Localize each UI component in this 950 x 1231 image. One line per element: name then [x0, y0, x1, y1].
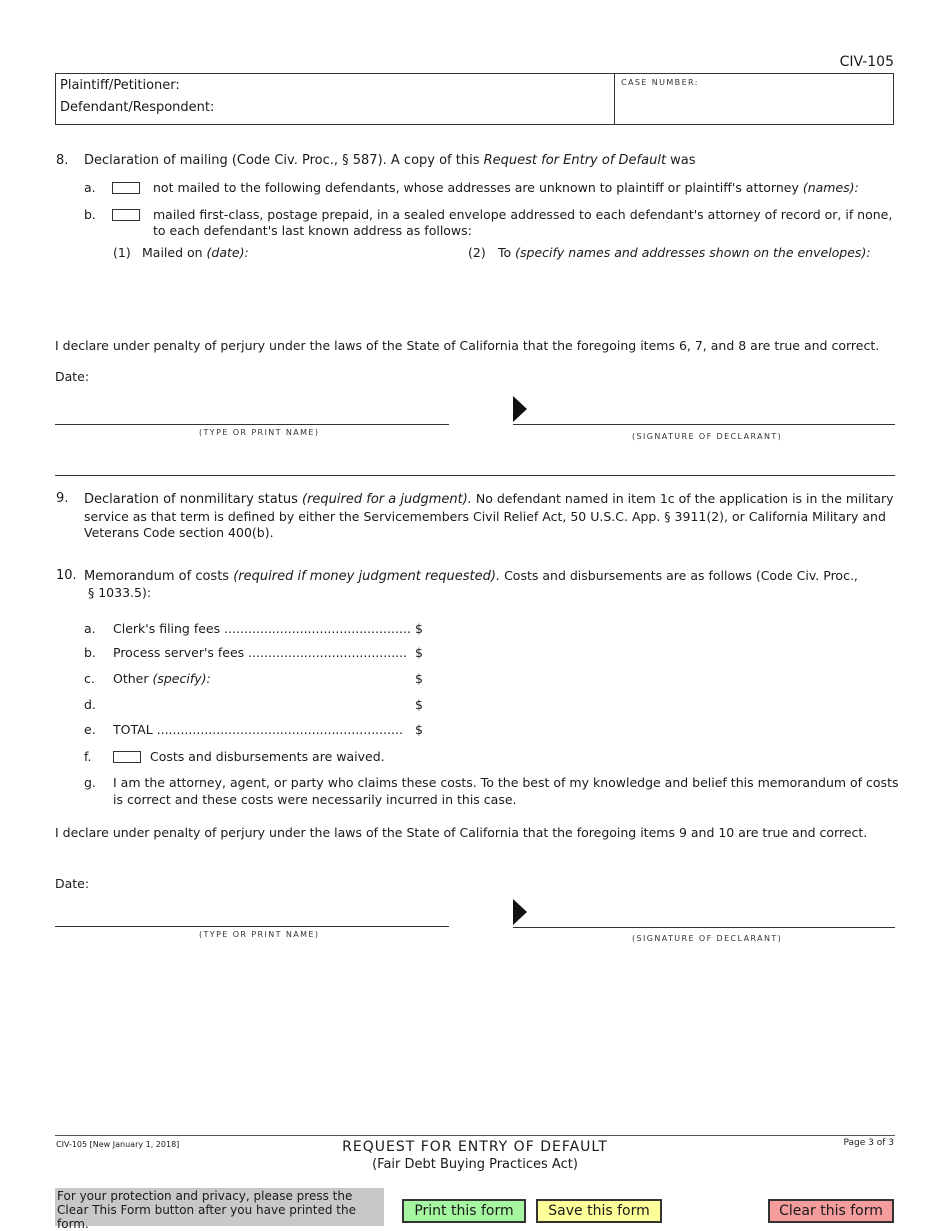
- item8b-sub1-number: (1): [113, 245, 131, 260]
- item10-number: 10.: [56, 568, 77, 583]
- item8a-letter: a.: [84, 180, 96, 195]
- cost-f-letter: f.: [84, 749, 92, 764]
- cost-c-letter: c.: [84, 671, 95, 686]
- declaration-statement-1: I declare under penalty of perjury under the laws of the State of California that the foregoing items 6, 7, and 8 are true and correct.: [55, 338, 880, 353]
- privacy-notice: For your protection and privacy, please press the Clear This Form button after you have printed the form.: [55, 1188, 384, 1226]
- case-number-field[interactable]: [621, 90, 886, 120]
- plaintiff-label: Plaintiff/Petitioner:: [60, 78, 180, 93]
- item8a-text: not mailed to the following defendants, whose addresses are unknown to plaintiff or plaintiff's attorney (names):: [153, 180, 859, 195]
- cost-a-amount-field[interactable]: [428, 619, 628, 637]
- print-form-button[interactable]: Print this form: [402, 1199, 526, 1223]
- cost-b-currency: $: [415, 645, 423, 660]
- print-name-caption-2: (TYPE OR PRINT NAME): [199, 930, 320, 939]
- footer-page-number: Page 3 of 3: [843, 1138, 894, 1148]
- cost-d-description-field[interactable]: [113, 695, 403, 713]
- cost-c-specify-field[interactable]: [210, 669, 405, 687]
- item8-number: 8.: [56, 153, 69, 168]
- footer-rule: [55, 1135, 895, 1136]
- date-field-1[interactable]: [92, 366, 292, 384]
- cost-g-letter: g.: [84, 775, 96, 790]
- cost-g-line2: is correct and these costs were necessarily incurred in this case.: [113, 792, 517, 807]
- mailed-on-date-field[interactable]: [245, 245, 455, 315]
- form-id: CIV-105: [839, 54, 894, 70]
- signature-caption-1: (SIGNATURE OF DECLARANT): [632, 432, 783, 441]
- cost-e-letter: e.: [84, 722, 96, 737]
- date-label-2: Date:: [55, 876, 90, 891]
- cost-b-letter: b.: [84, 645, 96, 660]
- cost-b-label: Process server's fees ........................................: [113, 645, 408, 660]
- cost-a-letter: a.: [84, 621, 96, 636]
- print-name-line-1: [55, 424, 449, 425]
- print-name-field-2[interactable]: [55, 899, 448, 926]
- item9-line3: Veterans Code section 400(b).: [84, 525, 274, 540]
- item8b-sub2-number: (2): [468, 245, 486, 260]
- cost-e-currency: $: [415, 722, 423, 737]
- footer-edition: CIV-105 [New January 1, 2018]: [56, 1140, 180, 1149]
- item8b-line1: mailed first-class, postage prepaid, in a sealed envelope addressed to each defendant's attorney of record or, if none,: [153, 207, 893, 222]
- defendant-label: Defendant/Respondent:: [60, 100, 215, 115]
- signature-line-1: [513, 424, 895, 425]
- item9-heading: Declaration of nonmilitary status (required for a judgment). No defendant named in item 1c of the application is in the military: [84, 491, 894, 507]
- item9-number: 9.: [56, 491, 69, 506]
- caption-divider: [614, 74, 615, 124]
- caption-box: [55, 73, 894, 125]
- footer-title: REQUEST FOR ENTRY OF DEFAULT: [342, 1139, 608, 1155]
- signature-line-2: [513, 927, 895, 928]
- cost-total-label: TOTAL ..............................................................: [113, 722, 403, 737]
- cost-total-amount-field[interactable]: [428, 720, 628, 738]
- item8b-line2: to each defendant's last known address as follows:: [153, 223, 472, 238]
- cost-b-amount-field[interactable]: [428, 643, 628, 661]
- signature-arrow-icon-1: [513, 396, 527, 422]
- clear-form-button[interactable]: Clear this form: [768, 1199, 894, 1223]
- print-name-caption-1: (TYPE OR PRINT NAME): [199, 428, 320, 437]
- cost-g-line1: I am the attorney, agent, or party who claims these costs. To the best of my knowledge and belief this memorandum of costs: [113, 775, 899, 790]
- declaration-statement-2: I declare under penalty of perjury under the laws of the State of California that the foregoing items 9 and 10 are true and correct.: [55, 825, 868, 840]
- mailed-on-label: Mailed on (date):: [142, 245, 249, 260]
- item8-heading: Declaration of mailing (Code Civ. Proc., § 587). A copy of this Request for Entry of Default was: [84, 153, 696, 168]
- print-name-field-1[interactable]: [55, 396, 448, 423]
- cost-c-amount-field[interactable]: [428, 669, 628, 687]
- cost-c-label: Other (specify):: [113, 671, 211, 686]
- case-number-label: CASE NUMBER:: [621, 78, 699, 87]
- mailed-to-field[interactable]: [498, 262, 893, 322]
- signature-caption-2: (SIGNATURE OF DECLARANT): [632, 934, 783, 943]
- costs-waived-checkbox[interactable]: [113, 751, 141, 763]
- cost-d-amount-field[interactable]: [428, 695, 628, 713]
- item8b-checkbox[interactable]: [112, 209, 140, 221]
- item10-heading: Memorandum of costs (required if money judgment requested). Costs and disbursements are as follows (Code Civ. Proc.,: [84, 568, 858, 584]
- item8a-checkbox[interactable]: [112, 182, 140, 194]
- section-divider: [55, 475, 895, 476]
- date-field-2[interactable]: [92, 873, 292, 891]
- cost-a-label: Clerk's filing fees ...............................................: [113, 621, 411, 636]
- item10-line2: § 1033.5):: [88, 585, 152, 600]
- cost-d-letter: d.: [84, 697, 96, 712]
- save-form-button[interactable]: Save this form: [536, 1199, 662, 1223]
- print-name-line-2: [55, 926, 449, 927]
- mailed-to-label: To (specify names and addresses shown on the envelopes):: [498, 245, 871, 260]
- cost-c-currency: $: [415, 671, 423, 686]
- item9-line2: service as that term is defined by either the Servicemembers Civil Relief Act, 50 U.S.C. App. § 3911(2), or California Military and: [84, 509, 886, 524]
- costs-waived-label: Costs and disbursements are waived.: [150, 749, 385, 764]
- signature-arrow-icon-2: [513, 899, 527, 925]
- item8b-letter: b.: [84, 207, 96, 222]
- date-label-1: Date:: [55, 369, 90, 384]
- cost-a-currency: $: [415, 621, 423, 636]
- footer-subtitle: (Fair Debt Buying Practices Act): [372, 1157, 578, 1172]
- cost-d-currency: $: [415, 697, 423, 712]
